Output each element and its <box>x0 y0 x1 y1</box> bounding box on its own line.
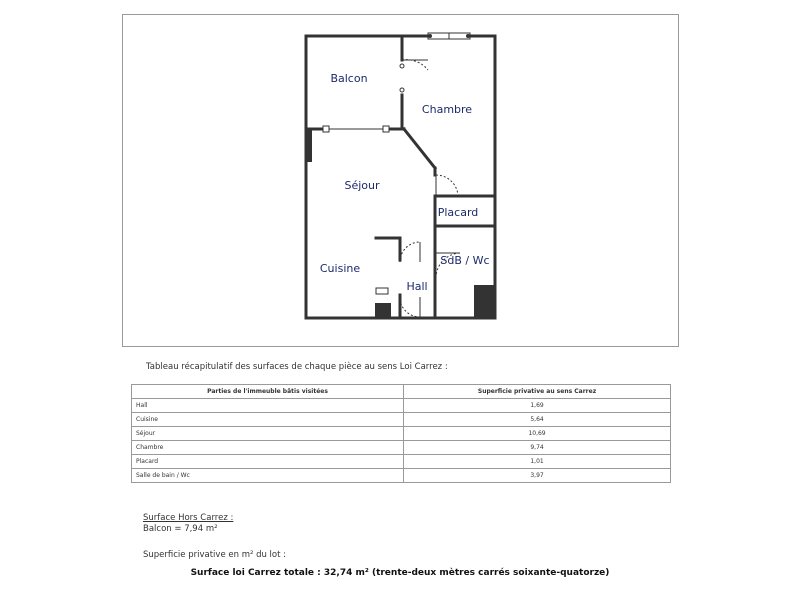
room-label-cuisine: Cuisine <box>319 262 361 275</box>
room-label-placard: Placard <box>437 206 479 219</box>
shower-block <box>474 285 494 317</box>
table-header-row <box>132 385 671 399</box>
sliding-door <box>323 126 389 132</box>
room-label-hall: Hall <box>406 280 428 293</box>
area-cell: 1,01 <box>404 455 671 469</box>
superficie-label: Superficie privative en m² du lot : <box>143 550 287 560</box>
room-cell: Séjour <box>132 427 404 441</box>
door-arc <box>436 175 458 196</box>
total-surface: Surface loi Carrez totale : 32,74 m² (trente-deux mètres carrés soixante-quatorze) <box>190 568 610 578</box>
summary-intro: Tableau récapitulatif des surfaces de chaque pièce au sens Loi Carrez : <box>146 362 448 372</box>
hors-carrez-title: Surface Hors Carrez : <box>143 513 234 523</box>
door-arc <box>400 242 420 262</box>
area-cell: 1,69 <box>404 399 671 413</box>
window-chambre <box>428 33 470 39</box>
room-cell: Salle de bain / Wc <box>132 469 404 483</box>
room-label-chambre: Chambre <box>421 103 473 116</box>
area-cell: 5,64 <box>404 413 671 427</box>
cabinet <box>376 288 388 294</box>
door-arc <box>402 60 428 70</box>
stair-block <box>375 303 391 317</box>
table-row <box>132 427 671 441</box>
table-row <box>132 413 671 427</box>
hors-carrez-balcon: Balcon = 7,94 m² <box>143 524 218 534</box>
surface-table <box>131 384 671 483</box>
door-arc <box>400 295 420 317</box>
area-cell: 10,69 <box>404 427 671 441</box>
column-header: Superficie privative au sens Carrez <box>404 385 671 399</box>
room-cell: Placard <box>132 455 404 469</box>
diagonal-wall <box>404 129 435 168</box>
table-row <box>132 469 671 483</box>
table-row <box>132 455 671 469</box>
area-cell: 3,97 <box>404 469 671 483</box>
table-row <box>132 441 671 455</box>
table-row <box>132 399 671 413</box>
room-cell: Chambre <box>132 441 404 455</box>
room-cell: Hall <box>132 399 404 413</box>
window-left <box>306 130 312 162</box>
room-label-balcon: Balcon <box>330 72 368 85</box>
area-cell: 9,74 <box>404 441 671 455</box>
room-cell: Cuisine <box>132 413 404 427</box>
hors-carrez-section <box>143 513 233 535</box>
room-label-sdb-wc: SdB / Wc <box>440 254 490 267</box>
room-label-sejour: Séjour <box>344 179 380 192</box>
column-header: Parties de l'immeuble bâtis visitées <box>132 385 404 399</box>
